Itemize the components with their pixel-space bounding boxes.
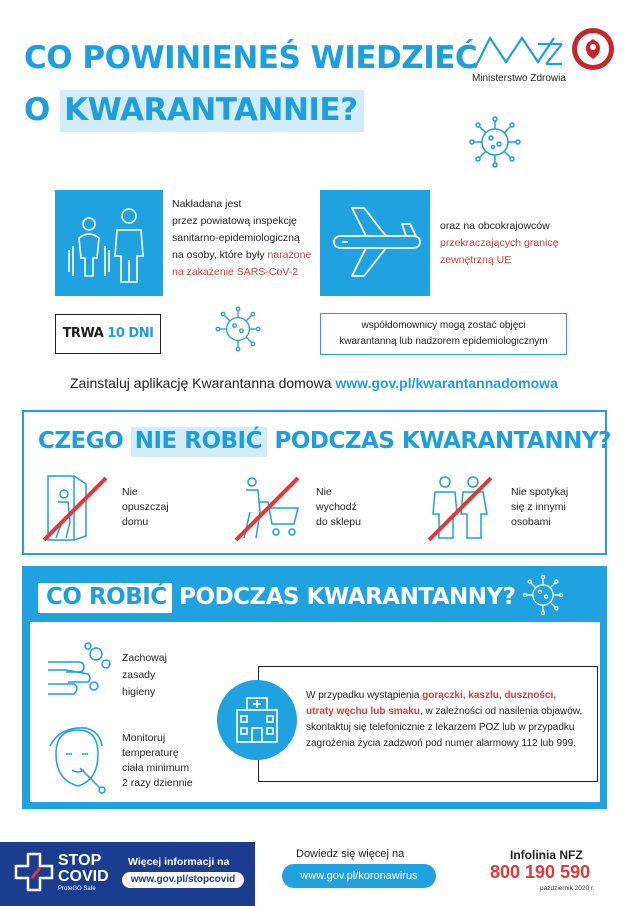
info-line-part: na osoby, które były [172, 249, 268, 261]
stopcovid-title-1: STOP [58, 852, 102, 869]
dont-item-line: domu [122, 516, 149, 528]
shopping-crossed-icon [232, 472, 302, 544]
dont-item-2 [316, 485, 361, 530]
info-highlight: na zakażenie SARS-CoV-2 [172, 266, 299, 278]
household-note-line: współdomownicy mogą zostać objęci [361, 320, 526, 331]
info-line: sanitarno-epidemiologiczną [172, 232, 300, 244]
alert-line: zagrożenia życia zadzwoń pod numer alarmowy 112 lub 999. [306, 738, 576, 749]
title-highlight: KWARANTANNIE? [60, 90, 363, 132]
install-text: Zainstaluj aplikację Kwarantanna domowa [70, 375, 336, 391]
more-info-label: Więcej informacji na [128, 856, 230, 868]
do-section-title [38, 584, 516, 610]
alert-line: skontaktuj się telefonicznie z lekarzem POZ lub w przypadku [306, 722, 575, 733]
alert-highlight: utraty węchu lub smaku [306, 706, 420, 717]
alert-part: W przypadku wystąpienia [306, 690, 423, 701]
airplane-icon [320, 190, 430, 296]
symptoms-alert-text [306, 688, 598, 752]
temperature-line: ciała minimum [122, 762, 190, 774]
nfz-hotline-phone[interactable]: 800 190 590 [490, 862, 591, 882]
temperature-line: 2 razy dziennie [122, 777, 193, 789]
dont-item-line: Nie spotykaj [511, 486, 569, 498]
stopcovid-link[interactable]: www.gov.pl/stopcovid [122, 872, 244, 888]
publication-date: październik 2020 r. [540, 885, 595, 892]
info-line: przez powiatową inspekcję [172, 215, 297, 227]
title-prefix: O [24, 92, 61, 128]
info-line: Nakładana jest [172, 198, 242, 210]
hand-washing-icon [44, 640, 112, 700]
install-app-line [70, 375, 558, 391]
virus-icon [463, 116, 527, 168]
stopcovid-subtitle: ProteGO Safe [58, 886, 96, 892]
dont-item-line: osobami [511, 516, 551, 528]
alert-line [306, 688, 598, 704]
duration-label: TRWA [62, 326, 108, 341]
quarantine-people-icon [55, 190, 163, 296]
dont-item-line: wychodź [316, 501, 357, 513]
dont-item-3 [511, 485, 568, 530]
info-line: oraz na obcokrajowców [440, 220, 550, 232]
duration-value: 10 DNI [107, 326, 154, 341]
leave-home-crossed-icon [40, 472, 110, 544]
info-highlight: zewnętrzną UE [440, 254, 512, 266]
thermometer-face-icon [46, 724, 108, 796]
info-highlight: narażone [267, 249, 312, 261]
learn-more-label: Dowiedz się więcej na [296, 848, 405, 860]
sanitary-inspection-emblem-icon [572, 28, 614, 70]
alert-line [306, 704, 598, 720]
temperature-line: Monitoruj [122, 732, 166, 744]
info-foreigners-text [440, 218, 590, 269]
hospital-icon [217, 680, 297, 760]
virus-icon [518, 574, 568, 616]
do-title-suffix: PODCZAS KWARANTANNY? [171, 584, 516, 610]
household-note-line: kwarantanną lub nadzorem epidemiologicznym [339, 336, 548, 347]
dont-item-line: Nie [122, 486, 138, 498]
hygiene-text [122, 650, 167, 701]
koronawirus-link[interactable]: www.gov.pl/koronawirus [282, 864, 436, 888]
dont-item-line: opuszczaj [122, 501, 169, 513]
nfz-hotline-label: Infolinia NFZ [510, 848, 583, 862]
alert-highlight: gorączki, kaszlu, duszności, [422, 690, 557, 701]
hygiene-line: zasady [122, 669, 156, 681]
temperature-text [122, 731, 193, 791]
dont-item-line: do sklepu [316, 516, 361, 528]
ministry-label: Ministerstwo Zdrowia [472, 73, 566, 84]
page-title-line1: CO POWINIENEŚ WIEDZIEĆ [24, 40, 478, 76]
page-title-line2 [24, 92, 364, 128]
dont-item-1 [122, 485, 169, 530]
virus-icon [210, 304, 266, 354]
dont-item-line: się z innymi [511, 501, 566, 513]
stopcovid-title-2: COVID [58, 868, 109, 885]
temperature-line: temperaturę [122, 747, 179, 759]
dont-title-prefix: CZEGO [38, 428, 131, 454]
dont-item-line: Nie [316, 486, 332, 498]
hygiene-line: higieny [122, 686, 156, 698]
dont-section-title [38, 428, 611, 454]
hygiene-line: Zachowaj [122, 652, 167, 664]
dont-title-suffix: PODCZAS KWARANTANNY? [266, 428, 611, 454]
do-title-highlight: CO ROBIĆ [38, 583, 172, 613]
meeting-people-crossed-icon [425, 472, 495, 544]
info-highlight: przekraczających granicę [440, 237, 559, 249]
duration-badge [55, 314, 161, 354]
info-who-text [172, 196, 322, 281]
install-link[interactable]: www.gov.pl/kwarantannadomowa [335, 375, 558, 391]
stopcovid-cross-icon [14, 852, 54, 892]
dont-title-highlight: NIE ROBIĆ [131, 427, 267, 457]
alert-part: , w zależności od nasilenia objawów, [419, 706, 583, 717]
info-line [172, 247, 322, 264]
household-note [320, 313, 567, 355]
